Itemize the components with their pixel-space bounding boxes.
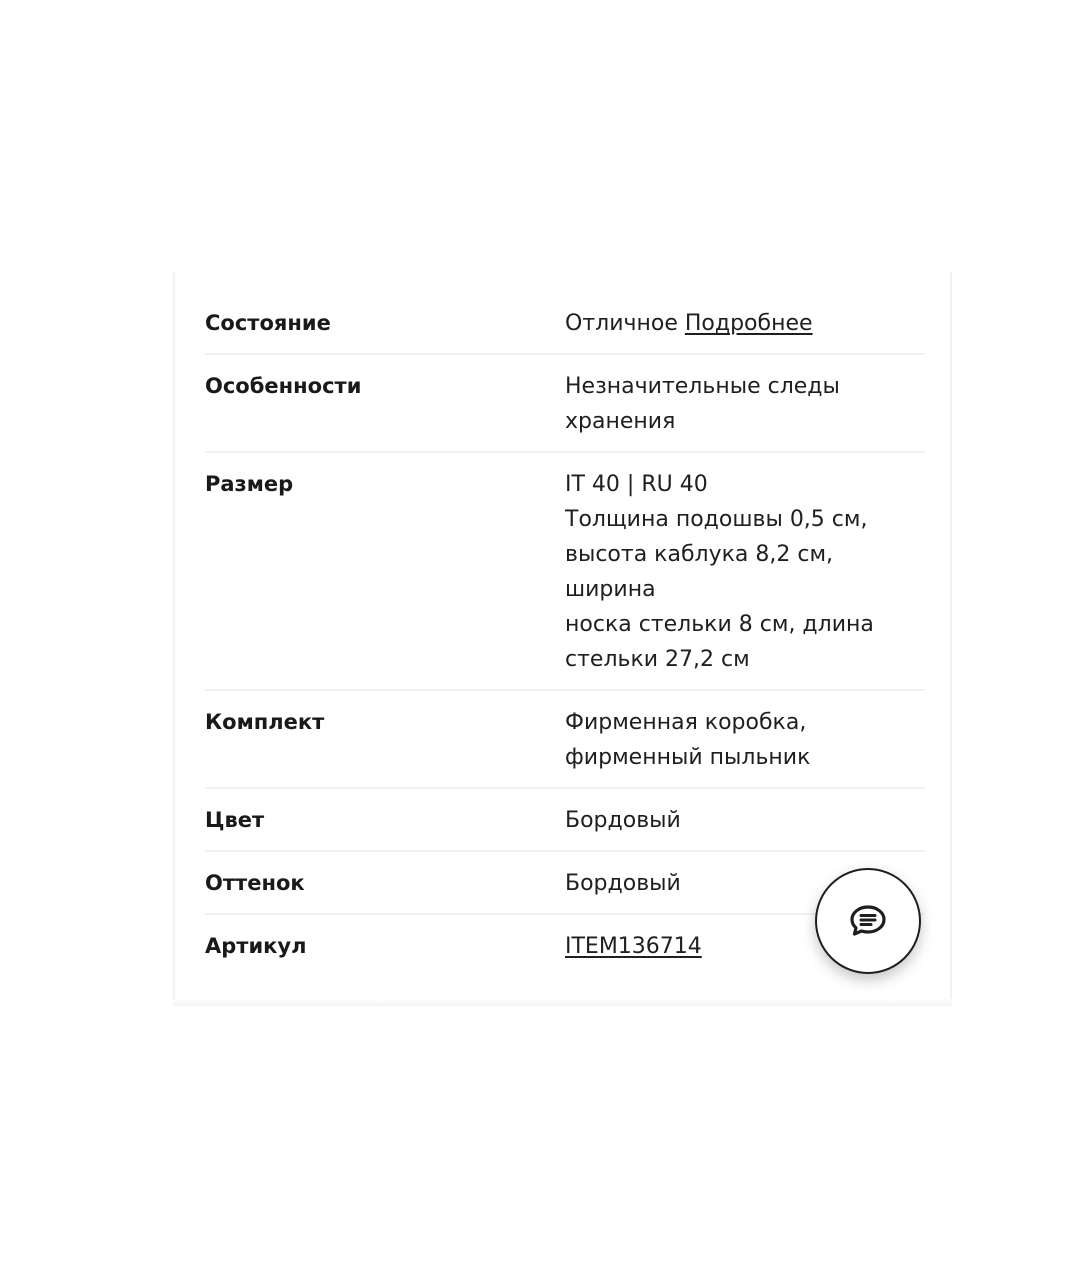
spec-row-features (205, 355, 925, 453)
condition-details-link[interactable]: Подробнее (684, 311, 813, 336)
features-line: хранения (565, 409, 676, 434)
spec-label-condition: Состояние (205, 311, 331, 335)
spec-value-size (565, 467, 925, 677)
spec-value-condition (565, 306, 925, 341)
spec-value-features (565, 369, 925, 439)
size-line: высота каблука 8,2 см, ширина (565, 542, 834, 602)
spec-row-color (205, 789, 925, 852)
set-line: фирменный пыльник (565, 745, 811, 770)
card-bottom-edge (173, 999, 952, 1006)
condition-value: Отличное (565, 311, 678, 336)
shade-line: Бордовый (565, 871, 681, 896)
spec-row-set (205, 691, 925, 789)
spec-label-set: Комплект (205, 710, 325, 734)
size-line: IT 40 | RU 40 (565, 472, 708, 497)
size-line: стельки 27,2 см (565, 647, 750, 672)
chat-bubble-icon (849, 904, 887, 938)
spec-label-article: Артикул (205, 934, 307, 958)
spec-row-size (205, 453, 925, 691)
specs-table (205, 292, 925, 976)
article-link[interactable]: ITEM136714 (565, 934, 702, 959)
features-line: Незначительные следы (565, 374, 840, 399)
size-line: носка стельки 8 см, длина (565, 612, 874, 637)
color-line: Бордовый (565, 808, 681, 833)
spec-label-size: Размер (205, 472, 294, 496)
spec-row-condition (205, 292, 925, 355)
spec-label-shade: Оттенок (205, 871, 305, 895)
spec-label-features: Особенности (205, 374, 362, 398)
spec-value-set (565, 705, 925, 775)
size-line: Толщина подошвы 0,5 см, (565, 507, 868, 532)
spec-label-color: Цвет (205, 808, 265, 832)
spec-value-color (565, 803, 925, 838)
set-line: Фирменная коробка, (565, 710, 807, 735)
chat-button[interactable] (815, 868, 921, 974)
